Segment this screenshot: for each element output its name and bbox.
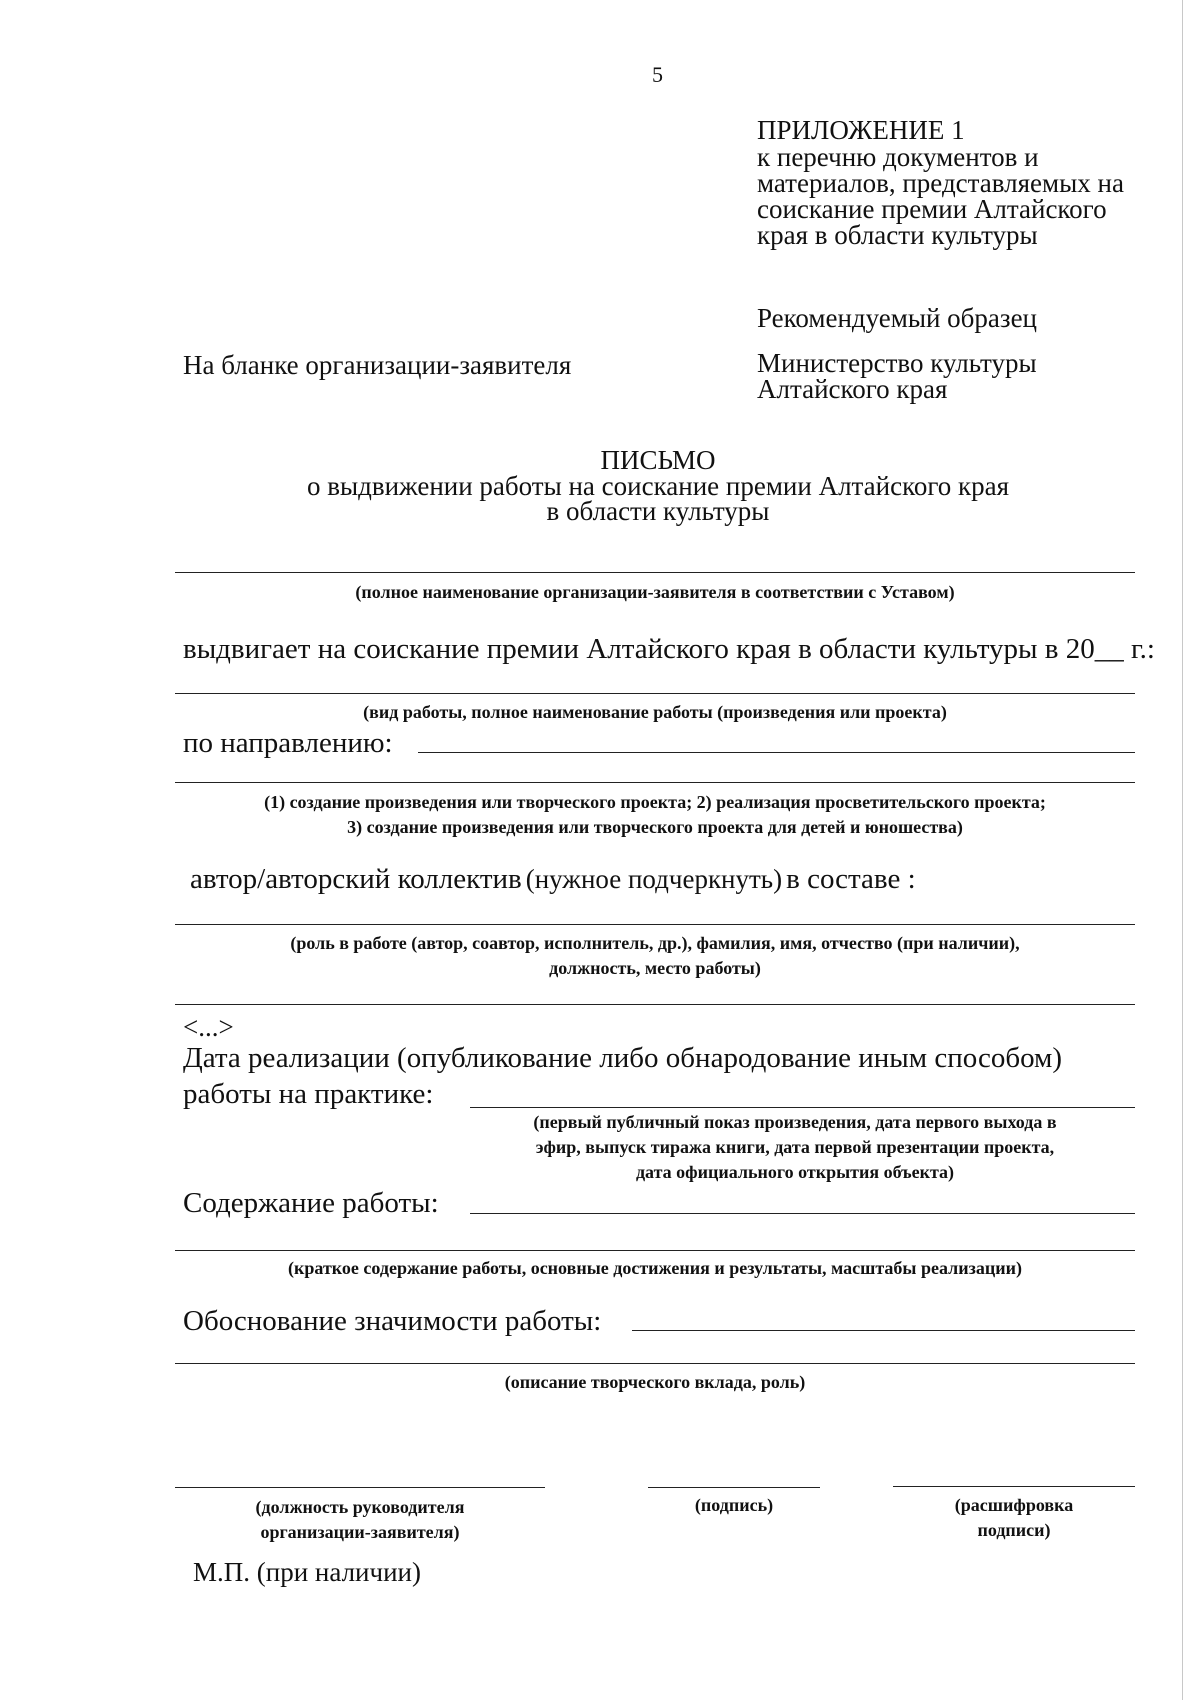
signature-line[interactable] (648, 1487, 820, 1488)
position-caption-line: (должность руководителя (255, 1497, 465, 1517)
sample-label: Рекомендуемый образец (757, 303, 1038, 333)
author-label-text: в составе : (786, 863, 916, 895)
scan-edge-line (1182, 0, 1183, 1700)
author-line[interactable] (175, 924, 1135, 925)
page-number: 5 (652, 62, 663, 87)
decoding-caption-line: (расшифровка (954, 1495, 1074, 1515)
author-line-2[interactable] (175, 1004, 1135, 1005)
content-caption: (краткое содержание работы, основные достижения и результаты, масштабы реализации) (288, 1258, 1022, 1278)
content-line-2[interactable] (175, 1250, 1135, 1251)
content-line[interactable] (470, 1213, 1135, 1214)
letter-subtitle: о выдвижении работы на соискание премии Алтайского края (306, 471, 1010, 501)
signature-caption: (подпись) (694, 1495, 774, 1515)
appendix-line: края в области культуры (757, 220, 1038, 250)
letter-subtitle: в области культуры (546, 496, 770, 526)
justification-line-2[interactable] (175, 1363, 1135, 1364)
work-line[interactable] (175, 693, 1135, 694)
author-label-text: автор/авторский коллектив (190, 863, 522, 895)
ellipsis: <...> (183, 1012, 234, 1042)
appendix-line: материалов, представляемых на (757, 168, 1124, 198)
justification-caption: (описание творческого вклада, роль) (504, 1372, 806, 1392)
direction-line-2[interactable] (175, 782, 1135, 783)
direction-line[interactable] (418, 752, 1135, 753)
appendix-text (757, 144, 1124, 248)
direction-label: по направлению: (183, 727, 393, 759)
appendix-line: соискание премии Алтайского (757, 194, 1107, 224)
decoding-caption-line: подписи) (977, 1520, 1051, 1540)
position-line[interactable] (175, 1487, 545, 1488)
appendix-title: ПРИЛОЖЕНИЕ 1 (757, 115, 965, 145)
decoding-caption (893, 1493, 1135, 1543)
addressee-line: Министерство культуры (757, 348, 1037, 378)
org-name-caption: (полное наименование организации-заявителя в соответствии с Уставом) (355, 582, 955, 602)
appendix-line: к перечню документов и (757, 142, 1039, 172)
date-caption: дата официального открытия объекта) (635, 1162, 955, 1182)
author-caption: должность, место работы) (549, 958, 761, 978)
date-label: Дата реализации (опубликование либо обнародование иным способом) (183, 1042, 1063, 1074)
date-line[interactable] (470, 1107, 1135, 1108)
date-caption: эфир, выпуск тиража книги, дата первой презентации проекта, (535, 1137, 1055, 1157)
addressee-line: Алтайского края (757, 374, 948, 404)
date-caption: (первый публичный показ произведения, дата первого выхода в (533, 1112, 1057, 1132)
letterhead-note: На бланке организации-заявителя (183, 350, 572, 380)
position-caption-line: организации-заявителя) (260, 1522, 460, 1542)
author-label (190, 863, 916, 896)
letter-title: ПИСЬМО (600, 445, 716, 475)
direction-caption: 3) создание произведения или творческого проекта для детей и юношества) (347, 817, 963, 837)
stamp-note: М.П. (при наличии) (193, 1557, 421, 1587)
justification-line[interactable] (632, 1330, 1135, 1331)
author-caption: (роль в работе (автор, соавтор, исполнитель, др.), фамилия, имя, отчество (при наличии), (290, 933, 1020, 953)
content-label: Содержание работы: (183, 1187, 439, 1219)
org-name-line[interactable] (175, 572, 1135, 573)
author-label-note: (нужное подчеркнуть) (525, 864, 783, 894)
direction-caption: (1) создание произведения или творческого проекта; 2) реализация просветительского проекта; (264, 792, 1046, 812)
justification-label: Обоснование значимости работы: (183, 1305, 602, 1337)
decoding-line[interactable] (893, 1486, 1135, 1487)
work-caption: (вид работы, полное наименование работы (произведения или проекта) (363, 702, 947, 722)
date-label: работы на практике: (183, 1078, 434, 1110)
nominates-text: выдвигает на соискание премии Алтайского края в области культуры в 20__ г.: (183, 633, 1155, 665)
position-caption (175, 1495, 545, 1545)
addressee (757, 350, 1037, 402)
